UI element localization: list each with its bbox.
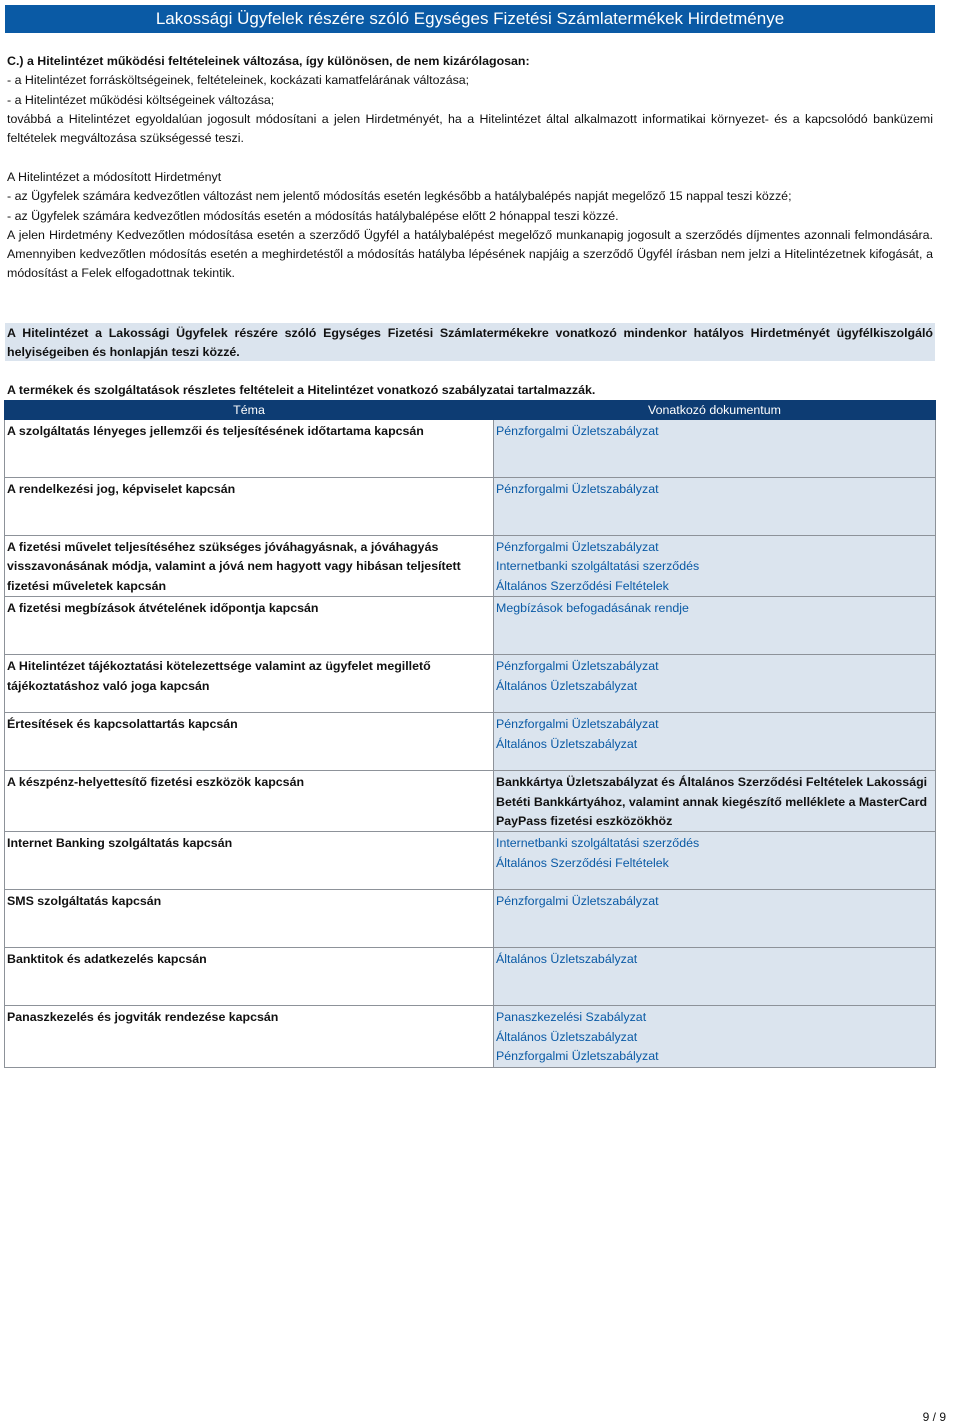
section-c-line: - a Hitelintézet működési költségeinek változása; — [7, 92, 275, 107]
document-cell — [494, 655, 936, 713]
topic-cell: A rendelkezési jog, képviselet kapcsán — [5, 478, 494, 536]
document-link[interactable]: Általános Szerződési Feltételek — [496, 578, 669, 593]
document-cell — [494, 771, 936, 832]
document-cell — [494, 948, 936, 1006]
table-row — [5, 420, 936, 478]
document-link[interactable]: Általános Üzletszabályzat — [496, 1029, 638, 1044]
document-cell — [494, 536, 936, 597]
section-c-line: - a Hitelintézet forrásköltségeinek, feltételeinek, kockázati kamatfelárának változása; — [7, 73, 470, 88]
modification-section — [7, 168, 933, 284]
topic-cell: Értesítések és kapcsolattartás kapcsán — [5, 713, 494, 771]
document-title: Lakossági Ügyfelek részére szóló Egységes Fizetési Számlatermékek Hirdetménye — [5, 5, 935, 33]
document-link[interactable]: Panaszkezelési Szabályzat — [496, 1010, 647, 1025]
topic-cell: A Hitelintézet tájékoztatási kötelezettsége valamint az ügyfelet megillető tájékoztatáshoz való joga kapcsán — [5, 655, 494, 713]
table-row — [5, 771, 936, 832]
topic-cell: SMS szolgáltatás kapcsán — [5, 890, 494, 948]
document-link[interactable]: Pénzforgalmi Üzletszabályzat — [496, 482, 659, 496]
document-link[interactable]: Általános Szerződési Feltételek — [496, 855, 669, 870]
modification-line: A jelen Hirdetmény Kedvezőtlen módosítása esetén a szerződő Ügyfél a hatálybalépést megelőző munkanapig jogosult a szerződés díjmentes azonnali felmondására. Amennyiben kedvezőtlen módosítás esetén a meghirdetéstől a módosítás hatályba lépésének napjáig a szerződő Ügyfél írásban nem jelzi a Hitelintézetnek kifogását, a módosítást a Felek elfogadottnak tekintik. — [7, 227, 933, 281]
document-link[interactable]: Pénzforgalmi Üzletszabályzat — [496, 424, 659, 438]
page-number: 9 / 9 — [922, 1410, 946, 1424]
publication-notice-text: A Hitelintézet a Lakossági Ügyfelek részére szóló Egységes Fizetési Számlatermékekre vonatkozó mindenkor hatályos Hirdetményét ügyfélkiszolgáló helyiségeiben és honlapján teszi közzé. — [7, 326, 933, 359]
table-header-row — [5, 401, 936, 420]
column-header-document: Vonatkozó dokumentum — [494, 401, 936, 420]
table-row — [5, 948, 936, 1006]
document-link[interactable]: Pénzforgalmi Üzletszabályzat — [496, 540, 659, 554]
modification-line: - az Ügyfelek számára kedvezőtlen módosítás esetén a módosítás hatálybalépése előtt 2 hónappal teszi közzé. — [7, 208, 619, 223]
document-cell — [494, 420, 936, 478]
table-row — [5, 832, 936, 890]
document-link[interactable]: Megbízások befogadásának rendje — [496, 601, 689, 616]
table-intro: A termékek és szolgáltatások részletes feltételeit a Hitelintézet vonatkozó szabályzatai tartalmazzák. — [7, 383, 596, 397]
modification-intro: A Hitelintézet a módosított Hirdetményt — [7, 170, 222, 184]
document-link[interactable]: Általános Üzletszabályzat — [496, 678, 638, 693]
modification-line: - az Ügyfelek számára kedvezőtlen változást nem jelentő módosítás esetén legkésőbb a hatálybalépés napját megelőző 15 nappal teszi közzé; — [7, 189, 792, 204]
topic-cell: Panaszkezelés és jogviták rendezése kapcsán — [5, 1006, 494, 1067]
document-cell — [494, 1006, 936, 1067]
topic-cell: A fizetési művelet teljesítéséhez szükséges jóváhagyásnak, a jóváhagyás visszavonásának módja, valamint a jóvá nem hagyott vagy hibásan teljesített fizetési műveletek kapcsán — [5, 536, 494, 597]
document-link[interactable]: Internetbanki szolgáltatási szerződés — [496, 559, 700, 574]
topic-cell: A fizetési megbízások átvételének időpontja kapcsán — [5, 597, 494, 655]
document-link[interactable]: Internetbanki szolgáltatási szerződés — [496, 836, 700, 851]
table-row — [5, 655, 936, 713]
document-cell — [494, 478, 936, 536]
section-c-line: továbbá a Hitelintézet egyoldalúan jogosult módosítani a jelen Hirdetményét, ha a Hitelintézet által alkalmazott informatikai környezet- és a kapcsolódó banküzemi feltételek megváltozása szükségessé teszi. — [7, 111, 933, 146]
section-c — [7, 52, 933, 148]
table-row — [5, 890, 936, 948]
document-link[interactable]: Pénzforgalmi Üzletszabályzat — [496, 659, 659, 674]
document-link[interactable]: Pénzforgalmi Üzletszabályzat — [496, 717, 659, 732]
publication-notice — [5, 323, 935, 361]
document-cell — [494, 597, 936, 655]
table-row — [5, 1006, 936, 1067]
table-row — [5, 536, 936, 597]
document-link[interactable]: Általános Üzletszabályzat — [496, 736, 638, 751]
topic-cell: Internet Banking szolgáltatás kapcsán — [5, 832, 494, 890]
topic-cell: A szolgáltatás lényeges jellemzői és teljesítésének időtartama kapcsán — [5, 420, 494, 478]
document-link[interactable]: Pénzforgalmi Üzletszabályzat — [496, 1049, 659, 1064]
document-cell — [494, 713, 936, 771]
document-link[interactable]: Pénzforgalmi Üzletszabályzat — [496, 894, 659, 909]
document-cell — [494, 832, 936, 890]
column-header-topic: Téma — [5, 401, 494, 420]
section-c-heading: C.) a Hitelintézet működési feltételeinek változása, így különösen, de nem kizárólagosan: — [7, 54, 530, 68]
document-cell — [494, 890, 936, 948]
table-row — [5, 597, 936, 655]
table-row — [5, 478, 936, 536]
table-row — [5, 713, 936, 771]
topic-cell: Banktitok és adatkezelés kapcsán — [5, 948, 494, 1006]
topic-cell: A készpénz-helyettesítő fizetési eszközök kapcsán — [5, 771, 494, 832]
documents-table — [4, 400, 936, 1068]
document-link[interactable]: Általános Üzletszabályzat — [496, 952, 638, 967]
document-text: Bankkártya Üzletszabályzat és Általános Szerződési Feltételek Lakossági Betéti Bankkártyához, valamint annak kiegészítő melléklete a MasterCard PayPass fizetési eszközökhöz — [496, 775, 928, 829]
